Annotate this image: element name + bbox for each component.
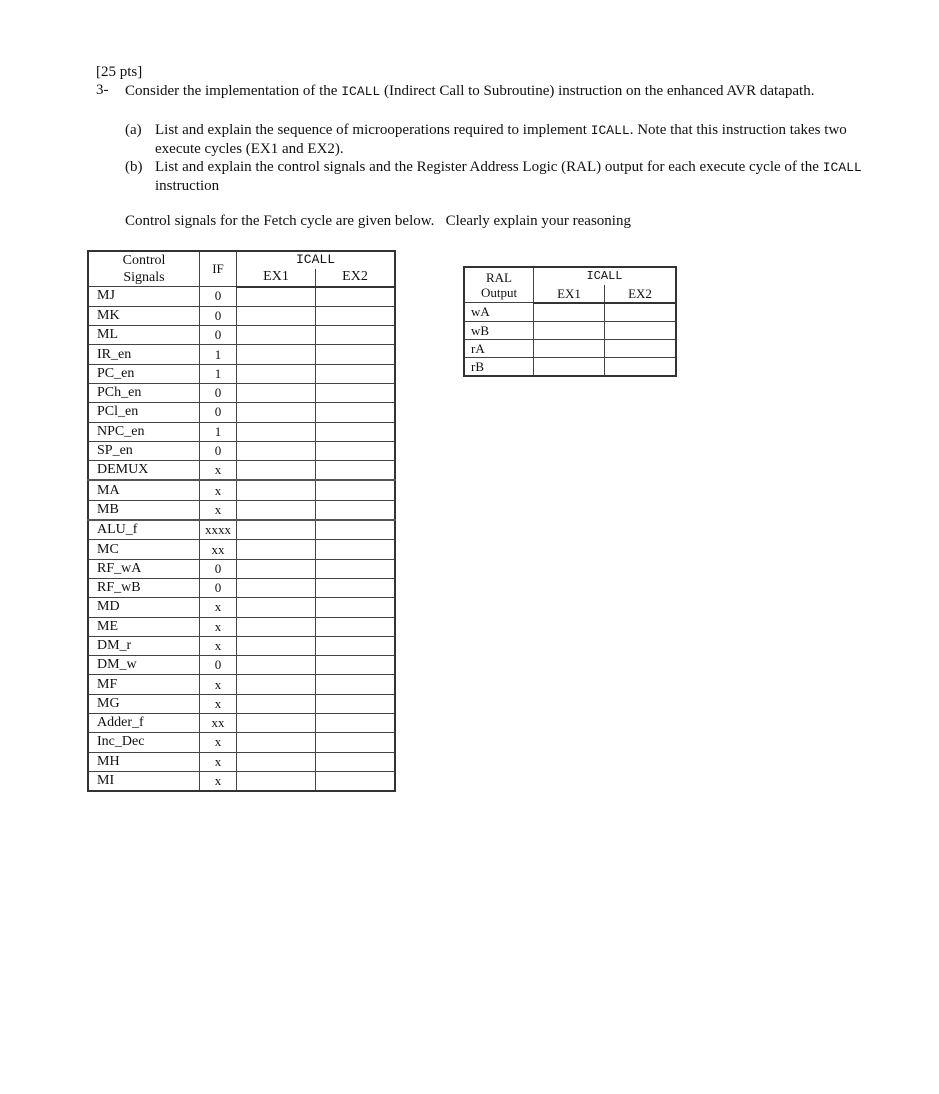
control-signal-row: [88, 771, 395, 791]
ex1-cell[interactable]: [237, 287, 316, 307]
ex2-cell[interactable]: [316, 383, 396, 402]
signal-name: MF: [88, 675, 200, 694]
control-signal-row: [88, 345, 395, 364]
signal-name: MC: [88, 540, 200, 559]
ex1-cell[interactable]: [237, 461, 316, 481]
signal-name: DM_r: [88, 636, 200, 655]
signal-name: DEMUX: [88, 461, 200, 481]
part-a-text: [155, 121, 865, 158]
ral-header-line-1: RAL: [486, 270, 512, 285]
part-b-instruction: ICALL: [822, 160, 862, 175]
signal-name: RF_wA: [88, 559, 200, 578]
ral-ex1-cell[interactable]: [534, 321, 605, 339]
ex1-cell[interactable]: [237, 520, 316, 540]
signal-name: Inc_Dec: [88, 733, 200, 752]
if-value: 1: [200, 364, 237, 383]
signal-name: PCl_en: [88, 403, 200, 422]
part-a-label: (a): [125, 122, 142, 138]
if-value: 0: [200, 578, 237, 597]
ral-row-label: wB: [464, 321, 534, 339]
signal-name: PCh_en: [88, 383, 200, 402]
ex1-cell[interactable]: [237, 441, 316, 460]
ex2-cell[interactable]: [316, 771, 396, 791]
ral-output-body: [464, 303, 676, 376]
ex2-cell[interactable]: [316, 675, 396, 694]
ex2-cell[interactable]: [316, 733, 396, 752]
if-value: 0: [200, 383, 237, 402]
control-signal-row: [88, 578, 395, 597]
part-b-label: (b): [125, 159, 143, 175]
signal-name: MD: [88, 598, 200, 617]
control-signal-row: [88, 287, 395, 307]
ral-ex2-cell[interactable]: [605, 321, 677, 339]
ral-ex2-cell[interactable]: [605, 357, 677, 376]
ex2-cell[interactable]: [316, 656, 396, 675]
ex2-cell[interactable]: [316, 345, 396, 364]
control-signal-row: [88, 364, 395, 383]
part-a-instruction: ICALL: [590, 123, 630, 138]
if-value: 0: [200, 559, 237, 578]
control-signal-row: [88, 694, 395, 713]
ex2-header: EX2: [316, 269, 396, 287]
ral-ex1-header: EX1: [534, 285, 605, 303]
ral-ex2-cell[interactable]: [605, 303, 677, 322]
control-signal-row: [88, 675, 395, 694]
if-value: x: [200, 771, 237, 791]
if-value: 1: [200, 345, 237, 364]
ex1-cell[interactable]: [237, 345, 316, 364]
control-signal-row: [88, 656, 395, 675]
ex1-cell[interactable]: [237, 559, 316, 578]
ex1-cell[interactable]: [237, 771, 316, 791]
part-b: [125, 158, 865, 198]
ral-output-header: [464, 267, 534, 303]
ex2-cell[interactable]: [316, 540, 396, 559]
ex1-cell[interactable]: [237, 656, 316, 675]
part-a: [125, 121, 865, 161]
if-value: 0: [200, 441, 237, 460]
control-signal-row: [88, 520, 395, 540]
if-value: x: [200, 733, 237, 752]
signal-name: DM_w: [88, 656, 200, 675]
ex2-cell[interactable]: [316, 441, 396, 460]
ex2-cell[interactable]: [316, 461, 396, 481]
ex2-cell[interactable]: [316, 422, 396, 441]
control-signal-row: [88, 714, 395, 733]
control-signals-header: [88, 251, 200, 287]
ex2-cell[interactable]: [316, 287, 396, 307]
signal-name: MI: [88, 771, 200, 791]
ex1-cell[interactable]: [237, 403, 316, 422]
part-a-text-after: . Note that this instruction takes two execute cycles (EX1 and EX2).: [155, 122, 847, 157]
ex1-cell[interactable]: [237, 326, 316, 345]
control-signal-row: [88, 422, 395, 441]
signal-name: SP_en: [88, 441, 200, 460]
ral-row-label: rA: [464, 339, 534, 357]
ex1-header: EX1: [237, 269, 316, 287]
control-signal-row: [88, 306, 395, 325]
intro-text: Control signals for the Fetch cycle are given below. Clearly explain your reasoning: [125, 213, 631, 229]
if-value: x: [200, 598, 237, 617]
ral-header-line-2: Output: [480, 285, 518, 300]
ral-ex1-cell[interactable]: [534, 357, 605, 376]
if-value: x: [200, 617, 237, 636]
ex1-cell[interactable]: [237, 675, 316, 694]
ex1-cell[interactable]: [237, 500, 316, 520]
ex1-cell[interactable]: [237, 306, 316, 325]
control-signals-table: [87, 250, 396, 792]
signal-name: MH: [88, 752, 200, 771]
ex2-cell[interactable]: [316, 617, 396, 636]
ex2-cell[interactable]: [316, 559, 396, 578]
ex1-cell[interactable]: [237, 617, 316, 636]
ex2-cell[interactable]: [316, 364, 396, 383]
control-signal-row: [88, 559, 395, 578]
control-signal-row: [88, 636, 395, 655]
ex1-cell[interactable]: [237, 636, 316, 655]
ex1-cell[interactable]: [237, 578, 316, 597]
control-signal-row: [88, 441, 395, 460]
signal-name: MK: [88, 306, 200, 325]
ral-row-label: wA: [464, 303, 534, 322]
ex1-cell[interactable]: [237, 383, 316, 402]
ex2-cell[interactable]: [316, 480, 396, 500]
ral-row: [464, 339, 676, 357]
control-signal-row: [88, 500, 395, 520]
control-signal-row: [88, 326, 395, 345]
if-value: x: [200, 694, 237, 713]
if-value: x: [200, 461, 237, 481]
control-signal-row: [88, 617, 395, 636]
ral-row: [464, 321, 676, 339]
control-signal-row: [88, 461, 395, 481]
if-value: 0: [200, 656, 237, 675]
ral-output-table: [463, 266, 677, 377]
part-b-text: [155, 158, 865, 195]
icall-header: ICALL: [237, 251, 396, 269]
ex2-cell[interactable]: [316, 598, 396, 617]
signal-name: NPC_en: [88, 422, 200, 441]
if-value: xxxx: [200, 520, 237, 540]
ex1-cell[interactable]: [237, 752, 316, 771]
part-a-text-before: List and explain the sequence of microoperations required to implement: [155, 122, 591, 138]
part-b-text-after: instruction: [155, 178, 220, 194]
ex2-cell[interactable]: [316, 752, 396, 771]
instruction-name: ICALL: [341, 84, 381, 99]
signal-name: MG: [88, 694, 200, 713]
ral-row-label: rB: [464, 357, 534, 376]
ral-ex1-cell[interactable]: [534, 339, 605, 357]
ex1-cell[interactable]: [237, 540, 316, 559]
header-line-1: Control: [122, 253, 166, 268]
control-signals-body: [88, 287, 395, 792]
if-value: x: [200, 752, 237, 771]
ral-row: [464, 357, 676, 376]
if-value: x: [200, 480, 237, 500]
control-signal-row: [88, 752, 395, 771]
if-value: 1: [200, 422, 237, 441]
control-signal-row: [88, 540, 395, 559]
points-label: [25 pts]: [96, 64, 143, 80]
signal-name: ML: [88, 326, 200, 345]
ex2-cell[interactable]: [316, 578, 396, 597]
if-value: 0: [200, 306, 237, 325]
ral-icall-header: ICALL: [534, 267, 677, 285]
control-signal-row: [88, 403, 395, 422]
question-text-before: Consider the implementation of the: [125, 83, 342, 99]
ex2-cell[interactable]: [316, 636, 396, 655]
control-signal-row: [88, 383, 395, 402]
signal-name: RF_wB: [88, 578, 200, 597]
ex1-cell[interactable]: [237, 694, 316, 713]
if-value: x: [200, 636, 237, 655]
control-signal-row: [88, 598, 395, 617]
if-value: x: [200, 500, 237, 520]
signal-name: MA: [88, 480, 200, 500]
header-line-2: Signals: [123, 270, 165, 285]
control-signal-row: [88, 480, 395, 500]
question-text-after: (Indirect Call to Subroutine) instruction on the enhanced AVR datapath.: [380, 83, 815, 99]
if-value: 0: [200, 403, 237, 422]
ex1-cell[interactable]: [237, 480, 316, 500]
ral-ex2-header: EX2: [605, 285, 677, 303]
ex2-cell[interactable]: [316, 520, 396, 540]
signal-name: MB: [88, 500, 200, 520]
signal-name: Adder_f: [88, 714, 200, 733]
ex2-cell[interactable]: [316, 403, 396, 422]
ex2-cell[interactable]: [316, 326, 396, 345]
ex2-cell[interactable]: [316, 306, 396, 325]
part-b-text-before: List and explain the control signals and the Register Address Logic (RAL) output for each execute cycle of the: [155, 159, 823, 175]
if-value: xx: [200, 714, 237, 733]
ex1-cell[interactable]: [237, 714, 316, 733]
ex1-cell[interactable]: [237, 733, 316, 752]
ral-ex1-cell[interactable]: [534, 303, 605, 322]
ex2-cell[interactable]: [316, 694, 396, 713]
signal-name: PC_en: [88, 364, 200, 383]
ex1-cell[interactable]: [237, 422, 316, 441]
ral-row: [464, 303, 676, 322]
signal-name: ALU_f: [88, 520, 200, 540]
signal-name: ME: [88, 617, 200, 636]
ex1-cell[interactable]: [237, 598, 316, 617]
question-text: [125, 82, 865, 101]
if-value: xx: [200, 540, 237, 559]
if-value: 0: [200, 287, 237, 307]
if-header: IF: [200, 251, 237, 287]
question-number: 3-: [96, 82, 109, 98]
control-signal-row: [88, 733, 395, 752]
signal-name: IR_en: [88, 345, 200, 364]
ex1-cell[interactable]: [237, 364, 316, 383]
if-value: 0: [200, 326, 237, 345]
ral-ex2-cell[interactable]: [605, 339, 677, 357]
if-value: x: [200, 675, 237, 694]
ex2-cell[interactable]: [316, 714, 396, 733]
ex2-cell[interactable]: [316, 500, 396, 520]
signal-name: MJ: [88, 287, 200, 307]
